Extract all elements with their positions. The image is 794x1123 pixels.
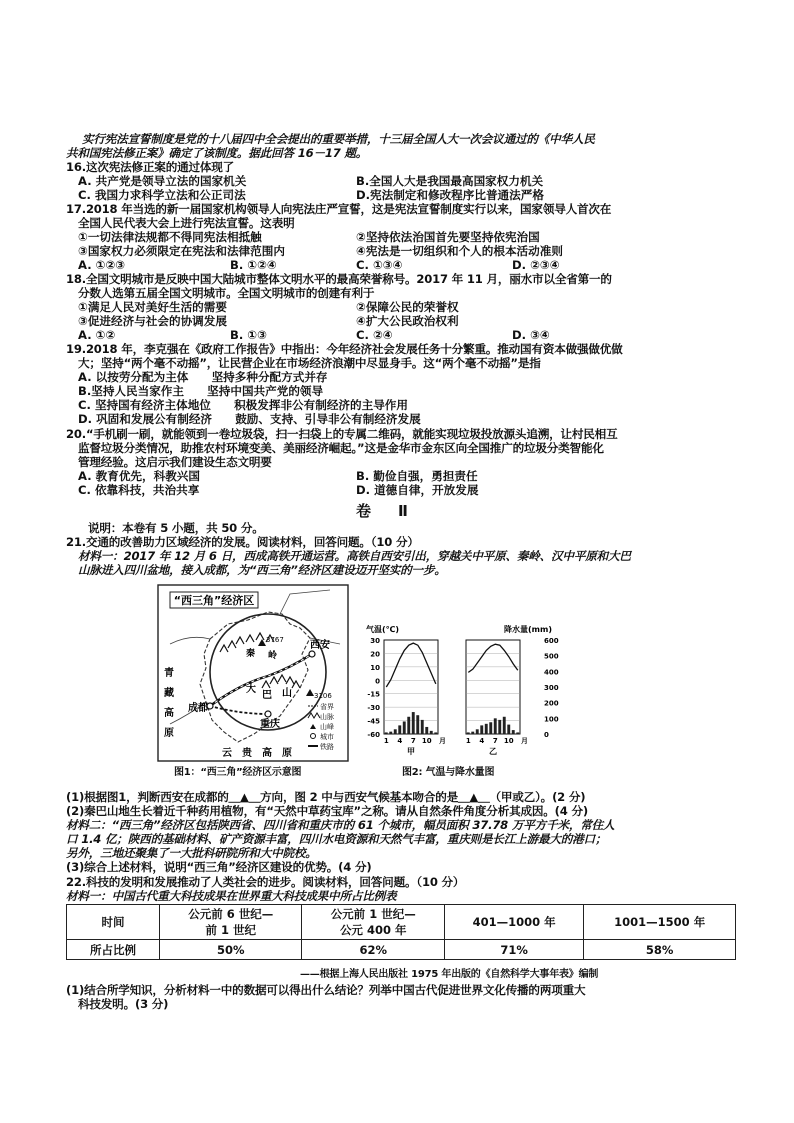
rain-bar <box>394 729 397 734</box>
q19-option-b[interactable]: B.坚持人民当家作主 坚持中国共产党的领导 <box>78 384 324 398</box>
label-xian: 西安 <box>310 640 330 651</box>
q19-stem-1: 19.2018 年，李克强在《政府工作报告》中指出：今年经济社会发展任务十分繁重。推动国有资本做强做优做 <box>66 342 623 356</box>
temp-tick: 0 <box>375 677 380 686</box>
temp-tick: 10 <box>370 663 380 672</box>
q18-statement-1: ①满足人民对美好生活的需要 <box>78 300 227 314</box>
chart-label-yi: 乙 <box>489 747 497 756</box>
month-tick: 1 <box>383 737 389 745</box>
month-tick: 10 <box>503 737 514 745</box>
q17-statement-3: ③国家权力必须限定在宪法和法律范围内 <box>78 244 285 258</box>
q17-option-c[interactable]: C. ①③④ <box>356 258 403 272</box>
label-yungui: 云 贵 高 原 <box>222 748 292 759</box>
temp-tick: 30 <box>370 637 380 645</box>
q20-stem-1: 20.“手机刷一刷，就能领到一卷垃圾袋，扫一扫袋上的专属二维码，就能实现垃圾投放源头追溯，让村民相互 <box>66 427 618 441</box>
table-cell-1: 50% <box>160 940 302 960</box>
rain-bar <box>407 717 410 734</box>
rain-bar <box>421 720 424 734</box>
rain-bar <box>507 725 510 734</box>
q19-option-c[interactable]: C. 坚持国有经济主体地位 积极发挥非公有制经济的主导作用 <box>78 398 408 412</box>
q19-stem-2: 大；坚持“两个毫不动摇”，让民营企业在市场经济浪潮中尽显身手。这“两个毫不动摇”是指 <box>78 356 541 370</box>
rain-bar <box>489 722 492 734</box>
rain-bar <box>494 718 497 734</box>
q21-material2-line-3: 另外，三地还聚集了一大批科研院所和大中院校。 <box>66 846 317 860</box>
period-1-line-1: 公元前 6 世纪— <box>188 907 274 921</box>
rain-bar <box>403 721 406 734</box>
table-header-period-4: 1001—1500 年 <box>584 905 736 940</box>
legend-chengshi: 城市 <box>320 733 334 741</box>
period-2-line-2: 公元 400 年 <box>339 923 407 937</box>
q18-statement-4: ④扩大公民政治权利 <box>356 314 459 328</box>
q18-option-b[interactable]: B. ①③ <box>230 328 267 342</box>
table-cell-4: 58% <box>584 940 736 960</box>
rain-bar <box>434 732 437 734</box>
label-chengdu: 成都 <box>188 703 208 714</box>
q17-statement-1: ①一切法律法规都不得同宪法相抵触 <box>78 230 262 244</box>
period-1-line-2: 前 1 世纪 <box>205 923 256 937</box>
city-chongqing <box>265 711 271 717</box>
table-header-period-2 <box>302 905 444 940</box>
temp-tick: -60 <box>367 731 380 739</box>
label-ba: 巴 <box>262 690 272 701</box>
q18-stem-2: 分数人选第五届全国文明城市。全国文明城市的创建有利于 <box>78 286 375 300</box>
month-tick: 1 <box>465 737 471 745</box>
q19-option-d[interactable]: D. 巩固和发展公有制经济 鼓励、支持、引导非公有制经济发展 <box>78 412 421 426</box>
month-unit: 月 <box>439 737 446 745</box>
month-tick: 10 <box>421 737 432 745</box>
rain-bar <box>398 725 401 734</box>
q22-sub1-line-1: (1)结合所学知识，分析材料一中的数据可以得出什么结论？列举中国古代促进世界文化传播的两项重大 <box>66 983 586 997</box>
sci-tech-table <box>66 904 736 960</box>
q17-statement-2: ②坚持依法治国首先要坚持依宪治国 <box>356 230 540 244</box>
period-2-line-1: 公元前 1 世纪— <box>330 907 416 921</box>
rain-bar <box>498 720 501 734</box>
label-da: 大 <box>246 684 256 695</box>
month-tick: 7 <box>410 737 416 745</box>
q17-option-a[interactable]: A. ①②③ <box>78 258 126 272</box>
section-title: 卷 Ⅱ <box>356 502 414 520</box>
q20-option-d[interactable]: D. 道德自律，开放发展 <box>356 483 479 497</box>
label-3767: 3767 <box>266 636 284 644</box>
q19-option-a[interactable]: A. 以按劳分配为主体 坚持多种分配方式并存 <box>78 370 328 384</box>
q18-option-a[interactable]: A. ①② <box>78 328 116 342</box>
label-yuan: 原 <box>164 728 174 739</box>
table-header-row <box>67 905 736 940</box>
month-tick: 4 <box>479 737 485 745</box>
rain-bar <box>476 729 479 734</box>
label-shan: 山 <box>282 688 292 699</box>
rain-bar <box>430 731 433 734</box>
temp-line <box>468 644 518 672</box>
q21-sub3: (3)综合上述材料，说明“西三角”经济区建设的优势。(4 分) <box>66 860 372 874</box>
q21-material2-line-1: 材料二：“西三角”经济区包括陕西省、四川省和重庆市的 61 个城市，幅员面积 37.78 万平方千米，常住人 <box>66 818 615 832</box>
chart-label-jia: 甲 <box>407 747 415 756</box>
section-note: 说明：本卷有 5 小题，共 50 分。 <box>88 521 264 535</box>
q18-option-d[interactable]: D. ③④ <box>512 328 550 342</box>
rain-tick: 600 <box>544 637 559 645</box>
q21-sub2: (2)秦巴山地生长着近千种药用植物，有“天然中草药宝库”之称。请从自然条件角度分析其成因。(4 分) <box>66 804 588 818</box>
table-header-time: 时间 <box>67 905 160 940</box>
month-tick: 4 <box>397 737 403 745</box>
q22-material1: 材料一：中国古代重大科技成果在世界重大科技成果中所占比例表 <box>66 889 397 903</box>
q17-option-b[interactable]: B. ①②④ <box>230 258 277 272</box>
rain-bar <box>471 732 474 734</box>
city-xian <box>309 651 315 657</box>
temp-tick: 20 <box>370 650 380 659</box>
q20-option-a[interactable]: A. 教育优先，科教兴国 <box>78 469 200 483</box>
q22-stem: 22.科技的发明和发展推动了人类社会的进步。阅读材料，回答问题。（10 分） <box>66 875 465 889</box>
label-qin: 秦 <box>246 649 256 659</box>
table-row-label: 所占比例 <box>67 940 160 960</box>
q21-stem: 21.交通的改善助力区域经济的发展。阅读材料，回答问题。（10 分） <box>66 535 419 549</box>
table-header-period-3: 401—1000 年 <box>444 905 583 940</box>
q18-statement-3: ③促进经济与社会的协调发展 <box>78 314 227 328</box>
table-source: ——根据上海人民出版社 1975 年出版的《自然科学大事年表》编制 <box>300 969 599 980</box>
rain-axis-label: 降水量(mm) <box>504 625 552 634</box>
q20-stem-2: 监督垃圾分类情况，助推农村环境变美、美丽经济崛起。”这是金华市金东区向全国推广的垃圾分类智能化 <box>78 441 604 455</box>
label-chongqing: 重庆 <box>260 719 280 730</box>
rain-bar <box>512 730 515 734</box>
label-zang: 藏 <box>164 688 174 699</box>
rain-bar <box>516 732 519 734</box>
rain-tick: 100 <box>544 715 559 724</box>
chart-frame-yi <box>466 640 520 734</box>
climate-caption: 图2: 气温与降水量图 <box>402 767 495 778</box>
label-qing: 青 <box>164 668 174 679</box>
rain-tick: 0 <box>544 731 549 739</box>
temp-tick: -45 <box>367 717 380 726</box>
intro-line-2: 共和国宪法修正案》确定了该制度。据此回答 16－17 题。 <box>66 146 368 160</box>
xisanjiao-map <box>150 584 350 766</box>
q22-sub1-line-2: 科技发明。(3 分) <box>78 997 169 1011</box>
rain-bar <box>389 732 392 734</box>
temp-axis-label: 气温(℃) <box>366 625 399 634</box>
q16-option-b[interactable]: B.全国人大是我国最高国家权力机关 <box>356 174 544 188</box>
q17-stem-1: 17.2018 年当选的新一届国家机构领导人向宪法庄严宣誓，这是宪法宣誓制度实行以来，国家领导人首次在 <box>66 202 612 216</box>
rain-tick: 200 <box>544 699 559 708</box>
q21-material1-line-1: 材料一：2017 年 12 月 6 日，西成高铁开通运营。高铁自西安引出，穿越关中平原、秦岭、汉中平原和大巴 <box>78 549 631 563</box>
legend-shanmai: 山脉 <box>320 713 334 721</box>
q20-stem-3: 管理经验。这启示我们建设生态文明要 <box>78 455 272 469</box>
rain-bar <box>480 725 483 734</box>
temp-tick: -15 <box>367 690 380 699</box>
q16-stem: 16.这次宪法修正案的通过体现了 <box>66 160 235 174</box>
table-header-period-1 <box>160 905 302 940</box>
label-3106: 3106 <box>314 692 332 700</box>
rain-bar <box>416 715 419 734</box>
rain-bar <box>412 712 415 734</box>
q16-option-a[interactable]: A. 共产党是领导立法的国家机关 <box>78 174 247 188</box>
q21-material1-line-2: 山脉进入四川盆地，接入成都，为“西三角”经济区建设迈开坚实的一步。 <box>78 563 446 577</box>
q20-option-c[interactable]: C. 依靠科技，共治共享 <box>78 483 200 497</box>
q21-material2-line-2: 口 1.4 亿；陕西的基础材料、矿产资源丰富，四川水电资源和天然气丰富，重庆则是长江上游最大的港口； <box>66 832 607 846</box>
rain-bar <box>485 724 488 734</box>
label-ling: 岭 <box>268 651 278 661</box>
q18-statement-2: ②保障公民的荣誉权 <box>356 300 459 314</box>
q17-statement-4: ④宪法是一切组织和个人的根本活动准则 <box>356 244 563 258</box>
climate-charts <box>362 622 562 770</box>
q20-option-b[interactable]: B. 勤俭自强，勇担责任 <box>356 469 478 483</box>
chart-frame-jia <box>384 640 438 734</box>
rain-bar <box>467 732 470 734</box>
table-cell-3: 71% <box>444 940 583 960</box>
legend-shengjie: 省界 <box>320 703 334 711</box>
rain-tick: 500 <box>544 652 559 661</box>
rain-bar <box>385 732 388 734</box>
table-cell-2: 62% <box>302 940 444 960</box>
label-gao: 高 <box>164 708 174 719</box>
q17-stem-2: 全国人民代表大会上进行宪法宣誓。这表明 <box>78 216 295 230</box>
month-tick: 7 <box>492 737 498 745</box>
q16-option-c[interactable]: C. 我国力求科学立法和公正司法 <box>78 188 246 202</box>
month-unit: 月 <box>521 737 528 745</box>
legend-tielu: 铁路 <box>320 743 334 751</box>
q17-option-d[interactable]: D. ②③④ <box>512 258 560 272</box>
map-caption: 图1：“西三角”经济区示意图 <box>174 767 302 778</box>
rain-tick: 400 <box>544 668 559 677</box>
intro-line-1: 实行宪法宣誓制度是党的十八届四中全会提出的重要举措，十三届全国人大一次会议通过的《中华人民 <box>82 132 595 146</box>
temp-tick: -30 <box>367 704 380 713</box>
q16-option-d[interactable]: D.宪法制定和修改程序比普通法严格 <box>356 188 544 202</box>
q21-sub1: (1)根据图1，判断西安在成都的＿▲＿方向，图 2 中与西安气候基本吻合的是＿▲＿（甲或乙）。(2 分) <box>66 790 586 804</box>
rain-tick: 300 <box>544 684 559 692</box>
rain-bar <box>425 727 428 734</box>
legend-shanfeng: 山峰 <box>320 723 334 731</box>
rain-bar <box>503 717 506 734</box>
q18-stem-1: 18.全国文明城市是反映中国大陆城市整体文明水平的最高荣誉称号。2017 年 11 月，丽水市以全省第一的 <box>66 272 612 286</box>
table-row <box>67 940 736 960</box>
map-title: “西三角”经济区 <box>173 594 255 607</box>
q18-option-c[interactable]: C. ②④ <box>356 328 393 342</box>
